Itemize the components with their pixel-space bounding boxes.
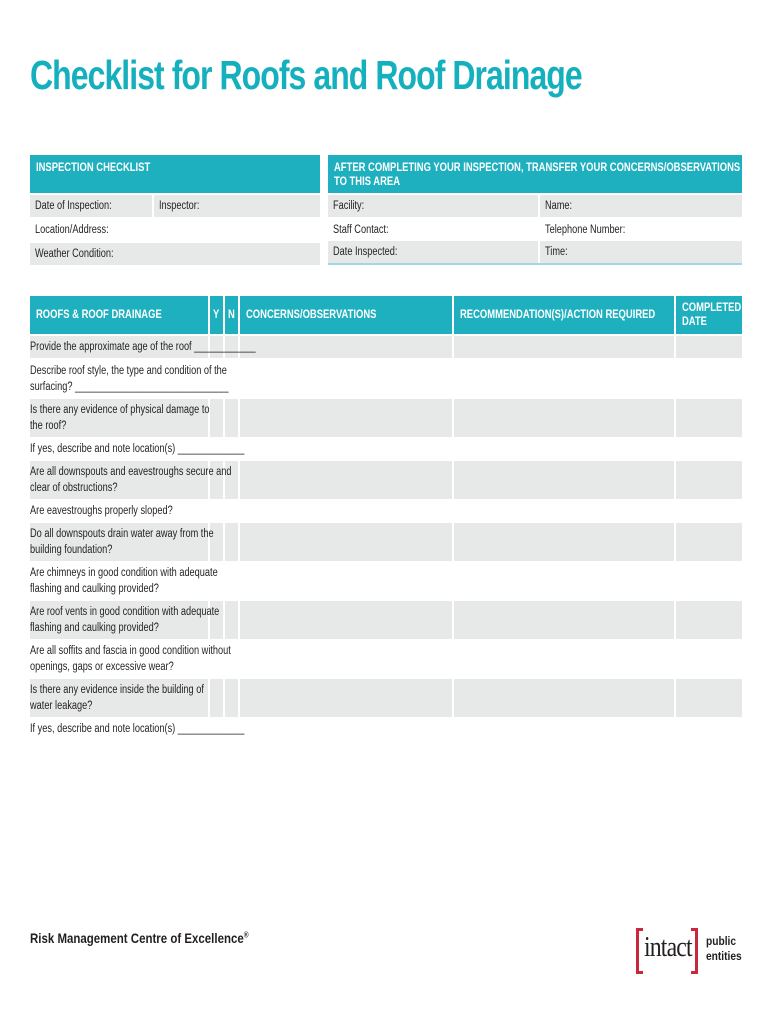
table-header-completed-date: COMPLETED DATE: [676, 296, 742, 334]
staff-contact-field[interactable]: Staff Contact:: [333, 224, 389, 236]
question-line-1: If yes, describe and note location(s) _____________: [30, 443, 245, 455]
table-cell[interactable]: [454, 336, 674, 358]
question-line-2: openings, gaps or excessive wear?: [30, 661, 174, 673]
date-inspected-field[interactable]: Date Inspected:: [328, 241, 538, 263]
question-item: [30, 402, 254, 434]
table-cell[interactable]: [240, 523, 452, 561]
question-item: [30, 441, 298, 457]
question-line-1: Are all soffits and fascia in good condition without: [30, 645, 231, 657]
question-line-2: flashing and caulking provided?: [30, 583, 159, 595]
question-line-2: flashing and caulking provided?: [30, 622, 159, 634]
question-line-1: Provide the approximate age of the roof ____________: [30, 341, 256, 353]
question-item: [30, 363, 278, 395]
question-line-2: water leakage?: [30, 700, 93, 712]
question-item: [30, 682, 247, 714]
question-item: [30, 565, 265, 597]
table-cell[interactable]: [676, 601, 742, 639]
table-cell[interactable]: [676, 336, 742, 358]
table-cell[interactable]: [240, 601, 452, 639]
question-item: [30, 464, 282, 496]
question-line-1: Is there any evidence inside the building of: [30, 684, 204, 696]
table-cell[interactable]: [240, 679, 452, 717]
question-line-1: Are chimneys in good condition with adequate: [30, 567, 218, 579]
logo-bracket-left-bottom: [636, 971, 643, 974]
time-field[interactable]: Time:: [540, 241, 742, 263]
question-line-2: clear of obstructions?: [30, 482, 118, 494]
date-of-inspection-field[interactable]: Date of Inspection:: [30, 195, 152, 217]
logo-word: intact: [644, 932, 692, 963]
question-line-1: Do all downspouts drain water away from the: [30, 528, 214, 540]
table-cell[interactable]: [454, 601, 674, 639]
inspector-field[interactable]: Inspector:: [154, 195, 320, 217]
question-line-1: Are eavestroughs properly sloped?: [30, 505, 173, 517]
logo-bracket-right-bottom: [691, 971, 698, 974]
table-header-concerns: CONCERNS/OBSERVATIONS: [240, 296, 452, 334]
table-cell[interactable]: [676, 399, 742, 437]
facility-field[interactable]: Facility:: [328, 195, 538, 217]
question-item: [30, 503, 208, 519]
table-cell[interactable]: [676, 523, 742, 561]
page-title: Checklist for Roofs and Roof Drainage: [30, 52, 582, 98]
question-line-2: the roof?: [30, 420, 67, 432]
table-cell[interactable]: [676, 461, 742, 499]
logo-bracket-right: [695, 928, 698, 974]
question-line-1: Describe roof style, the type and condition of the: [30, 365, 227, 377]
weather-field[interactable]: Weather Condition:: [30, 243, 320, 265]
question-line-1: Are all downspouts and eavestroughs secure and: [30, 466, 232, 478]
name-field[interactable]: Name:: [540, 195, 742, 217]
question-item: [30, 526, 259, 558]
question-line-1: Is there any evidence of physical damage to: [30, 404, 210, 416]
right-fields-bottom-rule: [328, 263, 742, 265]
logo-bracket-left-top: [636, 928, 643, 931]
question-line-2: building foundation?: [30, 544, 113, 556]
inspection-checklist-header: INSPECTION CHECKLIST: [30, 155, 320, 193]
table-cell[interactable]: [454, 523, 674, 561]
table-header-y: Y: [210, 296, 223, 334]
logo-subtitle: public entities: [706, 934, 742, 963]
logo-bracket-left: [636, 928, 639, 974]
question-line-1: Are roof vents in good condition with adequate: [30, 606, 220, 618]
footer-text: Risk Management Centre of Excellence®: [30, 930, 249, 946]
question-line-1: If yes, describe and note location(s) _____________: [30, 723, 245, 735]
question-item: [30, 643, 281, 675]
table-cell[interactable]: [676, 679, 742, 717]
table-header-n: N: [225, 296, 238, 334]
table-cell[interactable]: [454, 461, 674, 499]
intact-logo: [636, 928, 746, 976]
location-field[interactable]: Location/Address:: [35, 224, 109, 236]
telephone-field[interactable]: Telephone Number:: [545, 224, 626, 236]
transfer-header: AFTER COMPLETING YOUR INSPECTION, TRANSFER YOUR CONCERNS/OBSERVATIONS TO THIS AREA: [328, 155, 742, 193]
logo-bracket-right-top: [691, 928, 698, 931]
table-header-recommendations: RECOMMENDATION(S)/ACTION REQUIRED: [454, 296, 674, 334]
table-cell[interactable]: [454, 679, 674, 717]
question-item: [30, 721, 298, 737]
table-cell[interactable]: [240, 399, 452, 437]
question-item: [30, 339, 312, 355]
table-cell[interactable]: [454, 399, 674, 437]
table-header-section: ROOFS & ROOF DRAINAGE: [30, 296, 208, 334]
question-line-2: surfacing? ______________________________: [30, 381, 229, 393]
question-item: [30, 604, 267, 636]
